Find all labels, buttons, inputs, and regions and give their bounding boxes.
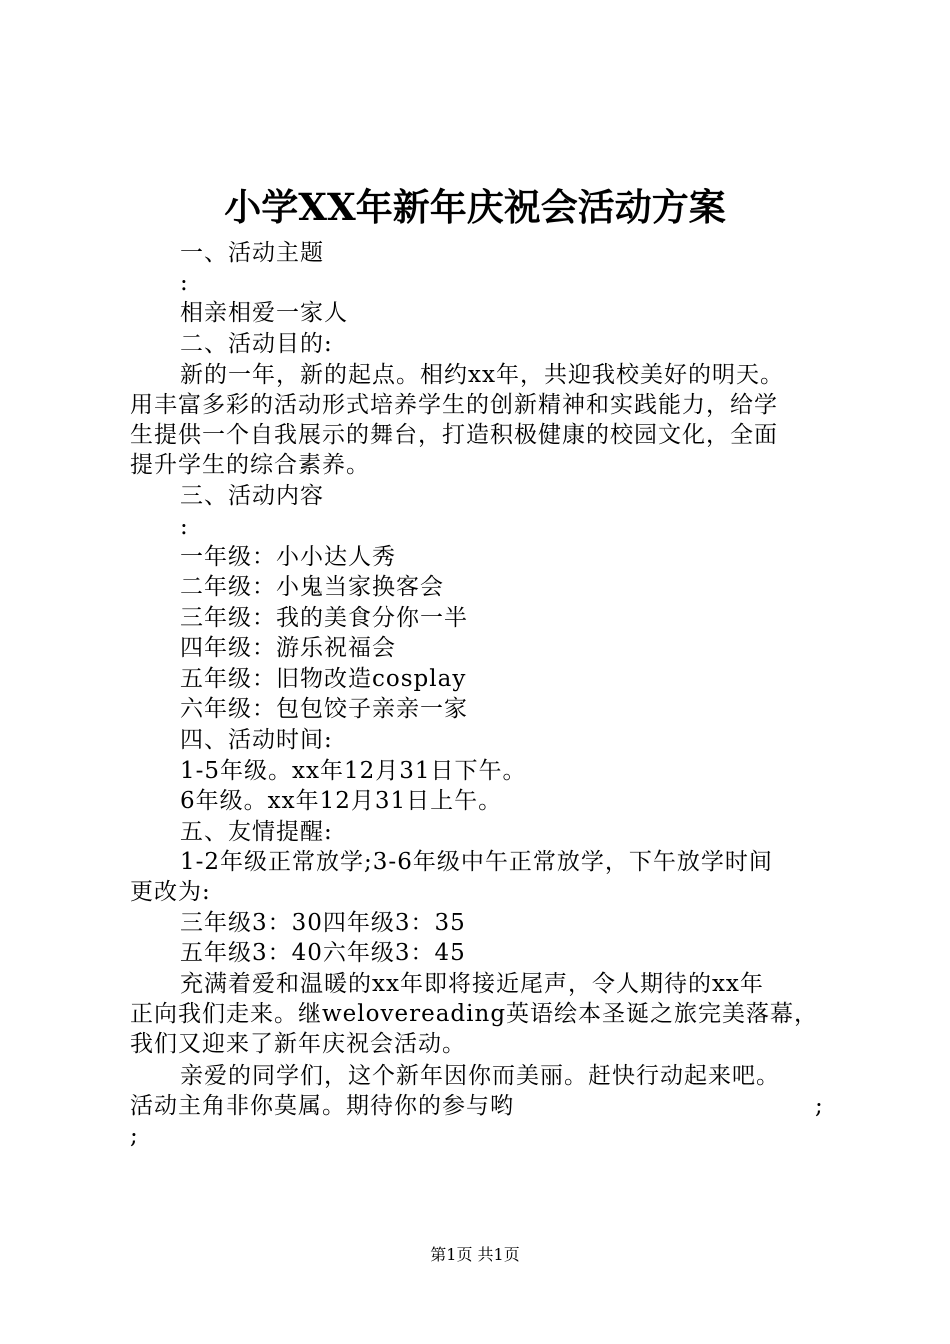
grade-item: 一年级：小小达人秀: [180, 544, 396, 570]
trailing-semicolon: ;: [815, 1093, 823, 1119]
grade-item: 五年级：旧物改造cosplay: [180, 666, 467, 692]
section-heading-purpose: 二、活动目的:: [180, 331, 333, 357]
paragraph-line: 生提供一个自我展示的舞台，打造积极健康的校园文化，全面: [130, 422, 778, 448]
grade-item: 三年级：我的美食分你一半: [180, 605, 468, 631]
dismissal-time-line: 三年级3：30四年级3：35: [180, 910, 466, 936]
paragraph-line: 充满着爱和温暖的xx年即将接近尾声，令人期待的xx年: [180, 971, 764, 997]
colon-line: :: [180, 514, 189, 540]
dismissal-time-line: 五年级3：40六年级3：45: [180, 940, 466, 966]
section-heading-reminder: 五、友情提醒:: [180, 819, 333, 845]
theme-text: 相亲相爱一家人: [180, 300, 348, 326]
semicolon-line: ;: [130, 1123, 139, 1149]
paragraph-line: 更改为:: [130, 879, 211, 905]
time-item: 1-5年级。xx年12月31日下午。: [180, 758, 527, 784]
paragraph-line: 正向我们走来。继welovereading英语绘本圣诞之旅完美落幕，: [130, 1001, 819, 1027]
time-item: 6年级。xx年12月31日上午。: [180, 788, 503, 814]
grade-item: 四年级：游乐祝福会: [180, 635, 396, 661]
paragraph-line: 1-2年级正常放学;3-6年级中午正常放学，下午放学时间: [180, 849, 773, 875]
grade-item: 六年级：包包饺子亲亲一家: [180, 696, 468, 722]
paragraph-line: 我们又迎来了新年庆祝会活动。: [130, 1031, 466, 1057]
page-footer: 第1页 共1页: [430, 1245, 520, 1264]
document-title: 小学XX年新年庆祝会活动方案: [224, 185, 726, 229]
section-heading-theme: 一、活动主题: [180, 240, 324, 266]
colon-line: :: [180, 270, 189, 296]
section-heading-content: 三、活动内容: [180, 483, 324, 509]
paragraph-line: 活动主角非你莫属。期待你的参与哟: [130, 1093, 514, 1119]
paragraph-line: 用丰富多彩的活动形式培养学生的创新精神和实践能力，给学: [130, 392, 778, 418]
paragraph-line: 亲爱的同学们，这个新年因你而美丽。赶快行动起来吧。: [180, 1063, 780, 1089]
section-heading-time: 四、活动时间:: [180, 727, 333, 753]
grade-item: 二年级：小鬼当家换客会: [180, 574, 444, 600]
paragraph-line: 新的一年，新的起点。相约xx年，共迎我校美好的明天。: [180, 362, 784, 388]
paragraph-line: 提升学生的综合素养。: [130, 452, 370, 478]
